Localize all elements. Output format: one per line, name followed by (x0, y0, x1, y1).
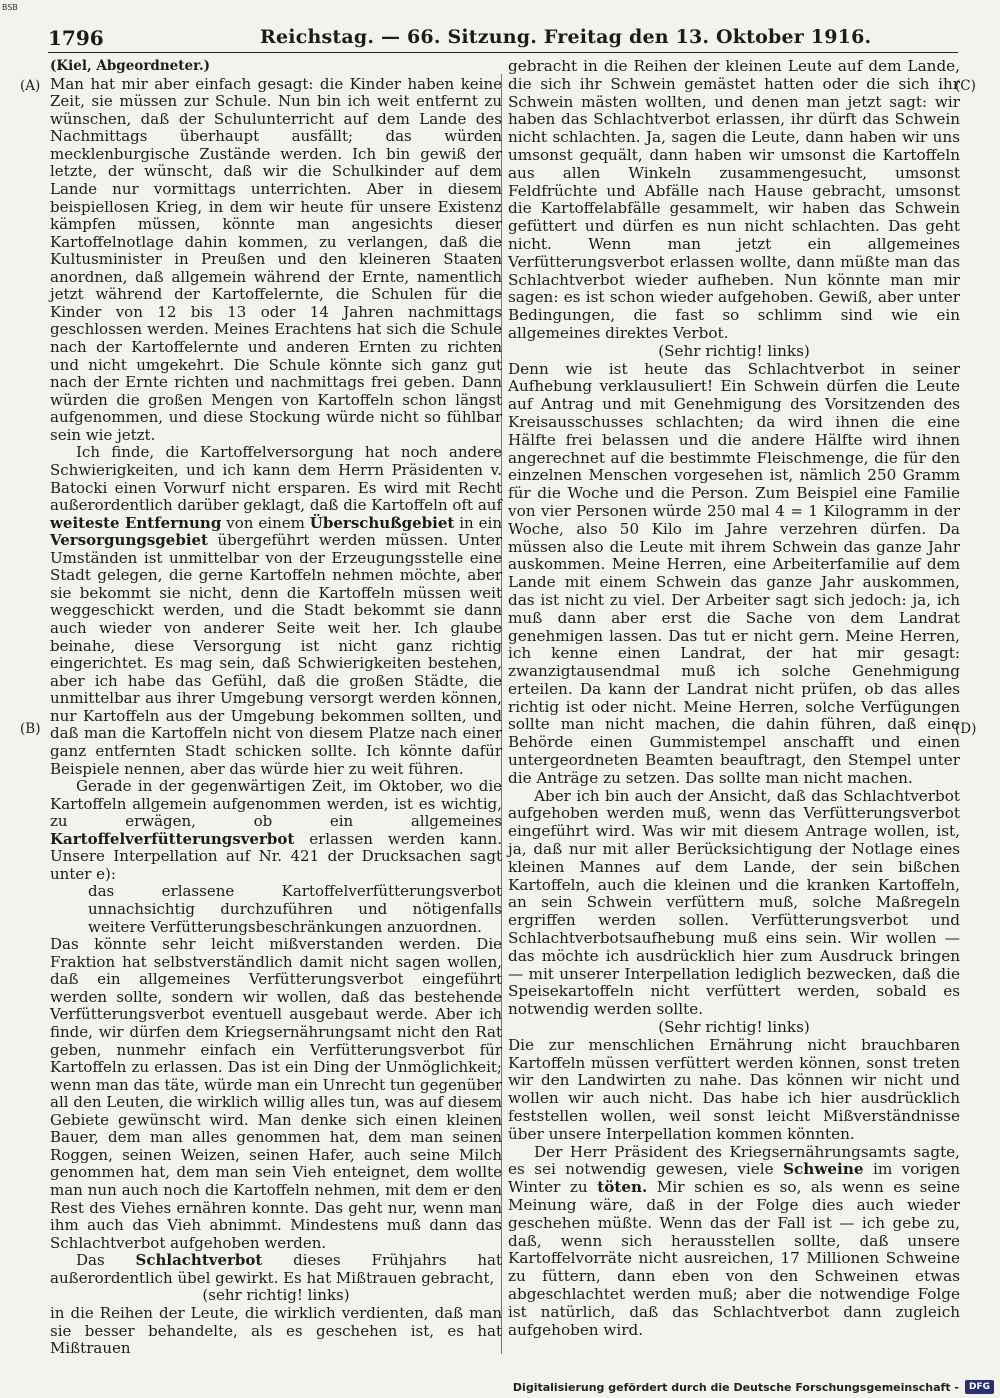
paragraph: Die zur menschlichen Ernährung nicht brauchbaren Kartoffeln müssen verfüttert werden können, sonst treten wir den Landwirten zu nahe. Das können wir nicht und wollen wir auch nicht. Das habe ich hier ausdrücklich feststellen wollen, weil sonst leicht Mißverständnisse über unsere Interpellation kommen könnten. (508, 1035, 960, 1143)
interjection: (Sehr richtig! links) (658, 341, 810, 360)
speaker-label: (Kiel, Abgeordneter.) (50, 58, 211, 74)
dfg-logo-icon: DFG (965, 1380, 994, 1394)
paragraph: Der Herr Präsident des Kriegsernährungsamts sagte, es sei notwendig gewesen, viele Schweine im vorigen Winter zu töten. Mir schien es so, als wenn es seine Meinung wäre, daß in der Folge dies auch wieder geschehen müßte. Wenn das der Fall ist — ich gebe zu, daß, wenn sich herausstellen sollte, daß unsere Kartoffelvorräte nicht ausreichen, 17 Millionen Schweine zu füttern, dann eben von den Schweinen etwas abgeschlachtet werden muß; aber die notwendige Folge ist natürlich, daß das Schlachtverbot dann zugleich aufgehoben wird. (508, 1142, 960, 1339)
interjection: (Sehr richtig! links) (658, 1018, 810, 1037)
header-rule (48, 52, 958, 53)
library-stamp: BSB (2, 3, 18, 12)
margin-marker-a: (A) (20, 78, 41, 94)
footer-text: Digitalisierung gefördert durch die Deutsche Forschungsgemeinschaft - (512, 1380, 959, 1394)
page-header (48, 26, 958, 54)
paragraph: Aber ich bin auch der Ansicht, daß das Schlachtverbot aufgehoben werden muß, wenn das Verfütterungsverbot eingeführt wird. Was wir mit diesem Antrage wollen, ist, ja, daß nur mit aller Berücksichtigung der Notlage eines kleinen Mannes auf dem Lande, der sein bißchen Kartoffeln, auch die kleinen und die kranken Kartoffeln, an sein Schwein verfüttern muß, solche Maßregeln ergriffen werden sollen. Verfütterungsverbot und Schlachtverbotsaufhebung muß eins sein. Wir wollen — das möchte ich ausdrücklich hier zum Ausdruck bringen — mit unserer Interpellation lediglich bezwecken, daß die Speisekartoffeln nicht verfüttert werden, sobald es notwendig werden sollte. (508, 786, 960, 1019)
right-column (508, 58, 960, 1339)
paragraph: Denn wie ist heute das Schlachtverbot in seiner Aufhebung verklausuliert! Ein Schwein dürfen die Leute auf Antrag und mit Genehmigung des Vorsitzenden des Kreisausschusses schlachten; da wird ihnen die eine Hälfte frei belassen und die andere Hälfte wird ihnen angerechnet auf die bestimmte Fleischmenge, die für den einzelnen Menschen vorgesehen ist, nämlich 250 Gramm für die Woche und die Person. Zum Beispiel eine Familie von vier Personen würde 250 mal 4 = 1 Kilogramm in der Woche, also 50 Kilo im Jahre verzehren dürfen. Da müssen also die Leute mit ihrem Schwein das ganze Jahr auskommen. Meine Herren, eine Arbeiterfamilie auf dem Lande mit einem Schwein das ganze Jahr auskommen, das ist nicht zu viel. Der Arbeiter sagt sich jedoch: ja, ich muß dann aber erst die Sache von dem Landrat genehmigen lassen. Das tut er nicht gern. Meine Herren, ich kenne einen Landrat, der hat mir gesagt: zwanzigtausendmal muß ich solche Genehmigung erteilen. Da kann der Landrat nicht prüfen, ob das alles richtig ist oder nicht. Meine Herren, solche Verfügungen sollte man nicht machen, die dahin führen, daß eine Behörde einen Gummistempel anschafft und einen untergeordneten Beamten beauftragt, den Stempel unter die Anträge zu setzen. Das sollte man nicht machen. (508, 359, 960, 787)
paragraph: Man hat mir aber einfach gesagt: die Kinder haben keine Zeit, sie müssen zur Schule. Nun bin ich weit entfernt zu wünschen, daß der Schulunterricht auf dem Lande des Nachmittags überhaupt ausfällt; das würden mecklenburgische Zustände werden. Ich bin gewiß der letzte, der wünscht, daß wir die Schulkinder auf dem Lande nur vormittags unterrichten. Aber in diesem beispiellosen Krieg, in dem wir heute für unsere Existenz kämpfen müssen, könnte man angesichts dieser Kartoffelnotlage dahin kommen, zu verlangen, daß die Kultusminister in Preußen und den kleineren Staaten anordnen, daß allgemein während der Ernte, namentlich jetzt während der Kartoffelernte, die Schulen für die Kinder von 12 bis 13 oder 14 Jahren nachmittags geschlossen werden. Meines Erachtens hat sich die Schule nach der Kartoffelernte und anderen Ernten zu richten und nicht umgekehrt. Die Schule könnte sich ganz gut nach der Ernte richten und nachmittags frei geben. Dann würden die großen Mengen von Kartoffeln schon längst aufgenommen, und diese Stockung würde nicht so fühlbar sein wie jetzt. (50, 74, 502, 444)
paragraph: in die Reihen der Leute, die wirklich verdienten, daß man sie besser behandelte, als es geschehen ist, es hat Mißtrauen (50, 1303, 502, 1358)
paragraph: Das Schlachtverbot dieses Frühjahrs hat außerordentlich übel gewirkt. Es hat Mißtrauen gebracht, (50, 1251, 503, 1287)
interjection: (sehr richtig! links) (202, 1286, 350, 1305)
left-column (50, 58, 502, 1358)
paragraph: Gerade in der gegenwärtigen Zeit, im Oktober, wo die Kartoffeln allgemein aufgenommen werden, ist es wichtig, zu erwägen, ob ein allgemeines Kartoffelverfütterungsverbot erlassen werden kann. Unsere Interpellation auf Nr. 421 der Drucksachen sagt unter e): (50, 777, 502, 883)
margin-marker-b: (B) (20, 721, 41, 737)
paragraph: Das könnte sehr leicht mißverstanden werden. Die Fraktion hat selbstverständlich damit nicht sagen wollen, daß ein allgemeines Verfütterungsverbot eingeführt werden sollte, sondern wir wollen, daß das bestehende Verfütterungsverbot eventuell ausgebaut werde. Aber ich finde, wir dürfen dem Kriegsernährungsamt nicht den Rat geben, nunmehr einfach ein Verfütterungsverbot für Kartoffeln zu erlassen. Das ist ein Ding der Unmöglichkeit; wenn man das täte, würde man ein Unrecht tun gegenüber all den Leuten, die wirklich willig alles tun, was auf diesem Gebiete gewünscht wird. Man denke sich einen kleinen Bauer, dem man alles genommen hat, dem man seinen Roggen, seinen Weizen, seinen Hafer, auch seine Milch genommen hat, dem man sein Vieh enteignet, dem wollte man nun auch noch die Kartoffeln nehmen, mit dem er den Rest des Viehes ernähren konnte. Das geht nur, wenn man ihm auch das Vieh abnimmt. Mindestens muß dann das Schlachtverbot aufgehoben werden. (50, 935, 502, 1252)
paragraph: gebracht in die Reihen der kleinen Leute auf dem Lande, die sich ihr Schwein gemästet hatten oder die sich ihr Schwein mästen wollten, und denen man jetzt sagt: wir haben das Schlachtverbot erlassen, ihr dürft das Schwein nicht schlachten. Ja, sagen die Leute, dann haben wir uns umsonst gequält, dann haben wir umsonst die Kartoffeln aus allen Winkeln zusammengesucht, umsonst Feldfrüchte und Abfälle nach Hause gebracht, umsonst die Kartoffelabfälle gesammelt, wir haben das Schwein gefüttert und dürfen es nun nicht schlachten. Das geht nicht. Wenn man jetzt ein allgemeines Verfütterungsverbot erlassen wollte, dann müßte man das Schlachtverbot wieder aufheben. Nun könnte man mir sagen: es ist schon wieder aufgehoben. Gewiß, aber unter Bedingungen, die fast so schlimm sind wie ein allgemeines direktes Verbot. (508, 57, 960, 342)
margin-marker-d: (D) (955, 721, 977, 737)
paragraph: Ich finde, die Kartoffelversorgung hat noch andere Schwierigkeiten, und ich kann dem Herrn Präsidenten v. Batocki einen Vorwurf nicht ersparen. Es wird mit Recht außerordentlich darüber geklagt, daß die Kartoffeln oft auf weiteste Entfernung von einem Überschußgebiet in ein Versorgungsgebiet übergeführt werden müssen. Unter Umständen ist unmittelbar von der Erzeugungsstelle eine Stadt gelegen, die gerne Kartoffeln nehmen möchte, aber sie bekommt sie nicht, denn die Kartoffeln müssen weit weggeschickt werden, und die Stadt bekommt sie dann auch wieder von anderer Seite weit her. Ich glaube beinahe, diese Versorgung ist nicht ganz richtig eingerichtet. Es mag sein, daß Schwierigkeiten bestehen, aber ich habe das Gefühl, daß die großen Städte, die unmittelbar aus ihrer Umgebung versorgt werden können, nur Kartoffeln aus der Umgebung bekommen sollten, und daß man die Kartoffeln nicht von diesem Platze nach einer ganz entfernten Stadt schicken sollte. Ich könnte dafür Beispiele nennen, aber das würde hier zu weit führen. (50, 443, 502, 778)
running-head: Reichstag. — 66. Sitzung. Freitag den 13. Oktober 1916. (260, 26, 872, 48)
margin-marker-c: (C) (955, 78, 976, 94)
footer-credit (513, 1380, 994, 1394)
quotation: das erlassene Kartoffelverfütterungsverbot unnachsichtig durchzuführen und nötigenfalls weitere Verfütterungsbeschränkungen anzuordnen. (88, 882, 502, 936)
page-number: 1796 (48, 26, 104, 50)
